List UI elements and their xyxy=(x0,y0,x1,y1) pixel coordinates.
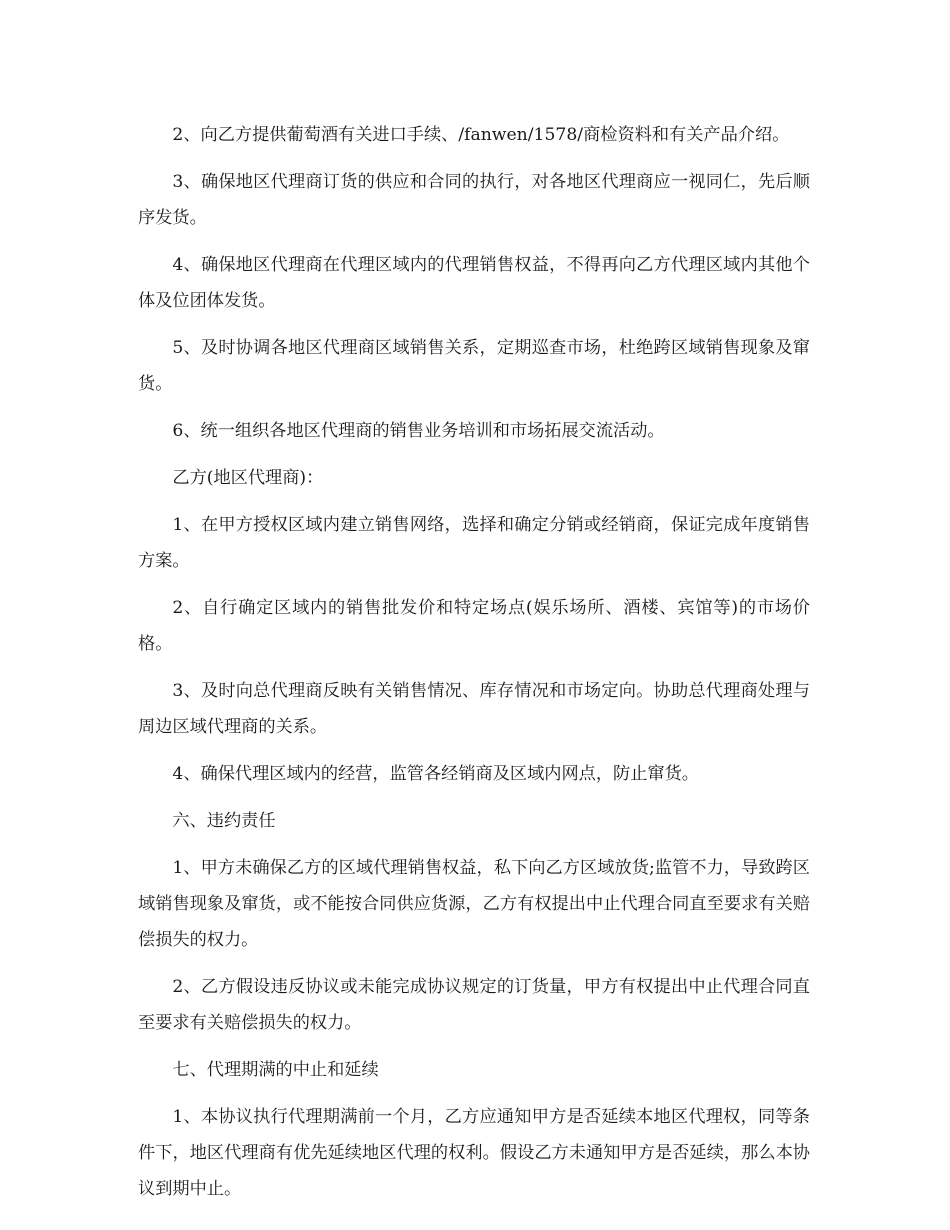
paragraph-supervise-dealers: 4、确保代理区域内的经营，监管各经销商及区域内网点，防止窜货。 xyxy=(172,764,699,784)
paragraph-ensure-order-supply: 3、确保地区代理商订货的供应和合同的执行，对各地区代理商应一视同仁，先后顺序发货。 xyxy=(138,172,810,228)
paragraph-organize-training: 6、统一组织各地区代理商的销售业务培训和市场拓展交流活动。 xyxy=(172,421,665,441)
paragraph-party-a-breach: 1、甲方未确保乙方的区域代理销售权益，私下向乙方区域放货;监管不力，导致跨区域销售现象及窜货，或不能按合同供应货源，乙方有权提出中止代理合同直至要求有关赔偿损失的权力。 xyxy=(138,858,810,950)
heading-party-b: 乙方(地区代理商)： xyxy=(172,468,324,488)
paragraph-ensure-sales-rights: 4、确保地区代理商在代理区域内的代理销售权益，不得再向乙方代理区域内其他个体及位团体发货。 xyxy=(138,255,810,311)
paragraph-report-sales: 3、及时向总代理商反映有关销售情况、库存情况和市场定向。协助总代理商处理与周边区域代理商的关系。 xyxy=(138,681,810,737)
document-page xyxy=(138,117,810,1218)
paragraph-party-b-breach: 2、乙方假设违反协议或未能完成协议规定的订货量，甲方有权提出中止代理合同直至要求有关赔偿损失的权力。 xyxy=(138,977,810,1033)
heading-breach-liability: 六、违约责任 xyxy=(172,811,276,831)
paragraph-set-prices: 2、自行确定区域内的销售批发价和特定场点(娱乐场所、酒楼、宾馆等)的市场价格。 xyxy=(138,598,810,654)
paragraph-term-renewal: 1、本协议执行代理期满前一个月，乙方应通知甲方是否延续本地区代理权，同等条件下，地区代理商有优先延续地区代理的权利。假设乙方未通知甲方是否延续，那么本协议到期中止。 xyxy=(138,1107,810,1199)
paragraph-build-network: 1、在甲方授权区域内建立销售网络，选择和确定分销或经销商，保证完成年度销售方案。 xyxy=(138,515,810,571)
heading-term-expiry: 七、代理期满的中止和延续 xyxy=(172,1060,379,1080)
paragraph-coordinate-sales: 5、及时协调各地区代理商区域销售关系，定期巡查市场，杜绝跨区域销售现象及窜货。 xyxy=(138,338,810,394)
paragraph-supply-import-docs: 2、向乙方提供葡萄酒有关进口手续、/fanwen/1578/商检资料和有关产品介绍。 xyxy=(172,125,790,145)
